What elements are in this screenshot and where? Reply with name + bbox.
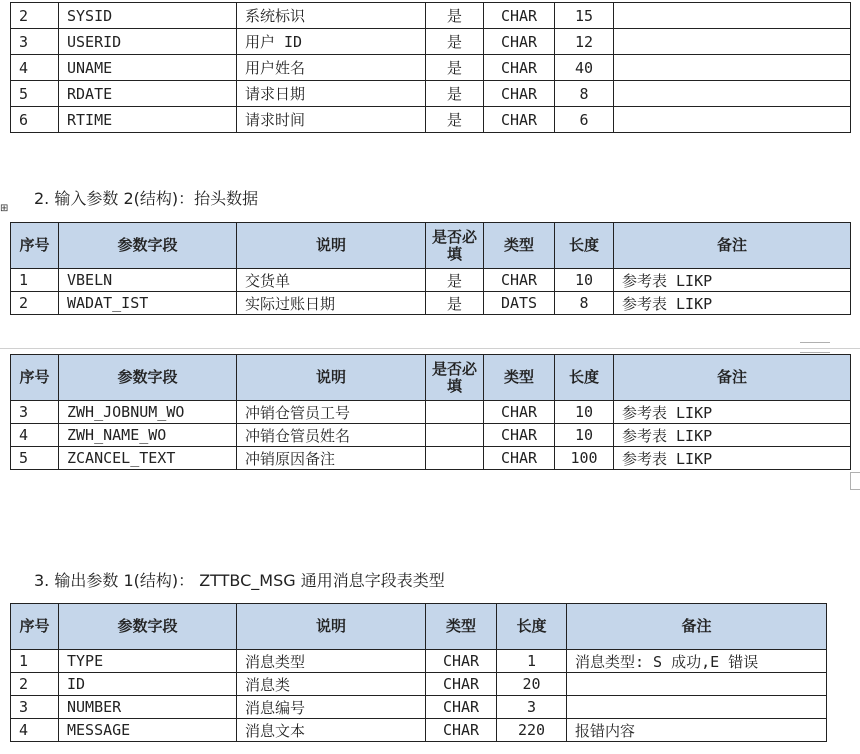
table-move-handle-icon[interactable]: ⊞: [0, 203, 9, 214]
header-desc: 说明: [237, 223, 426, 269]
table-row: [11, 424, 851, 447]
header-required: 是否必填: [426, 223, 484, 269]
cell-remark: [614, 29, 851, 55]
cell-length: 1: [497, 650, 567, 673]
cell-seq: 3: [11, 401, 59, 424]
table-row: [11, 29, 851, 55]
cell-field: VBELN: [59, 269, 237, 292]
header-length: 长度: [555, 223, 614, 269]
cell-field: MESSAGE: [59, 719, 237, 742]
header-required: 是否必填: [426, 355, 484, 401]
table-row: [11, 269, 851, 292]
cell-remark: 参考表 LIKP: [614, 401, 851, 424]
cell-length: 12: [555, 29, 614, 55]
table-row: [11, 107, 851, 133]
cell-length: 40: [555, 55, 614, 81]
table-header-row: [11, 355, 851, 401]
section-heading-output1: 3. 输出参数 1(结构)： ZTTBC_MSG 通用消息字段表类型: [34, 571, 445, 590]
table-row: [11, 401, 851, 424]
table-row: [11, 81, 851, 107]
section-heading-input2: 2. 输入参数 2(结构)：抬头数据: [34, 189, 259, 208]
cell-seq: 5: [11, 81, 59, 107]
cell-remark: 消息类型: S 成功,E 错误: [567, 650, 827, 673]
cell-desc: 冲销仓管员姓名: [237, 424, 426, 447]
cell-field: USERID: [59, 29, 237, 55]
header-field: 参数字段: [59, 223, 237, 269]
page-corner-mark: [850, 472, 860, 490]
cell-type: CHAR: [484, 107, 555, 133]
cell-remark: 参考表 LIKP: [614, 269, 851, 292]
header-seq: 序号: [11, 604, 59, 650]
cell-required: [426, 424, 484, 447]
cell-seq: 5: [11, 447, 59, 470]
cell-length: 10: [555, 424, 614, 447]
cell-length: 10: [555, 401, 614, 424]
cell-desc: 实际过账日期: [237, 292, 426, 315]
cell-remark: 参考表 LIKP: [614, 424, 851, 447]
cell-type: CHAR: [484, 55, 555, 81]
cell-field: RTIME: [59, 107, 237, 133]
cell-length: 3: [497, 696, 567, 719]
header-length: 长度: [555, 355, 614, 401]
cell-desc: 用户姓名: [237, 55, 426, 81]
cell-seq: 2: [11, 3, 59, 29]
cell-field: TYPE: [59, 650, 237, 673]
cell-length: 8: [555, 292, 614, 315]
cell-type: CHAR: [484, 401, 555, 424]
cell-required: [426, 447, 484, 470]
cell-type: CHAR: [426, 719, 497, 742]
header-remark: 备注: [567, 604, 827, 650]
cell-required: 是: [426, 107, 484, 133]
cell-remark: [567, 673, 827, 696]
header-length: 长度: [497, 604, 567, 650]
header-seq: 序号: [11, 223, 59, 269]
cell-seq: 6: [11, 107, 59, 133]
cell-required: 是: [426, 29, 484, 55]
header-field: 参数字段: [59, 604, 237, 650]
cell-type: DATS: [484, 292, 555, 315]
cell-seq: 4: [11, 55, 59, 81]
header-field: 参数字段: [59, 355, 237, 401]
cell-required: [426, 401, 484, 424]
cell-type: CHAR: [484, 424, 555, 447]
cell-type: CHAR: [426, 673, 497, 696]
cell-seq: 1: [11, 269, 59, 292]
cell-required: 是: [426, 3, 484, 29]
cell-seq: 1: [11, 650, 59, 673]
table-row: [11, 650, 827, 673]
table-header-row: [11, 223, 851, 269]
cell-length: 6: [555, 107, 614, 133]
cell-field: WADAT_IST: [59, 292, 237, 315]
header-seq: 序号: [11, 355, 59, 401]
cell-length: 100: [555, 447, 614, 470]
cell-type: CHAR: [426, 696, 497, 719]
table-row: [11, 3, 851, 29]
cell-length: 20: [497, 673, 567, 696]
cell-remark: 参考表 LIKP: [614, 447, 851, 470]
cell-field: NUMBER: [59, 696, 237, 719]
cell-seq: 2: [11, 292, 59, 315]
cell-length: 10: [555, 269, 614, 292]
param-table-output1: [10, 603, 827, 742]
cell-desc: 交货单: [237, 269, 426, 292]
cell-field: ID: [59, 673, 237, 696]
cell-remark: [614, 107, 851, 133]
header-desc: 说明: [237, 355, 426, 401]
param-table-input1: [10, 2, 851, 133]
table-row: [11, 719, 827, 742]
cell-type: CHAR: [484, 269, 555, 292]
header-remark: 备注: [614, 355, 851, 401]
cell-seq: 3: [11, 29, 59, 55]
table-row: [11, 696, 827, 719]
param-table-input2-b: [10, 354, 851, 470]
cell-desc: 请求日期: [237, 81, 426, 107]
header-remark: 备注: [614, 223, 851, 269]
cell-desc: 消息类型: [237, 650, 426, 673]
cell-required: 是: [426, 81, 484, 107]
table-row: [11, 447, 851, 470]
cell-length: 15: [555, 3, 614, 29]
cell-field: ZCANCEL_TEXT: [59, 447, 237, 470]
cell-type: CHAR: [484, 3, 555, 29]
cell-field: ZWH_JOBNUM_WO: [59, 401, 237, 424]
cell-desc: 消息编号: [237, 696, 426, 719]
cell-seq: 4: [11, 719, 59, 742]
cell-seq: 2: [11, 673, 59, 696]
cell-type: CHAR: [484, 81, 555, 107]
cell-desc: 消息文本: [237, 719, 426, 742]
cell-field: RDATE: [59, 81, 237, 107]
header-type: 类型: [484, 223, 555, 269]
header-desc: 说明: [237, 604, 426, 650]
cell-remark: 报错内容: [567, 719, 827, 742]
table-row: [11, 55, 851, 81]
cell-field: ZWH_NAME_WO: [59, 424, 237, 447]
cell-length: 220: [497, 719, 567, 742]
cell-type: CHAR: [426, 650, 497, 673]
cell-required: 是: [426, 269, 484, 292]
cell-seq: 3: [11, 696, 59, 719]
cell-desc: 请求时间: [237, 107, 426, 133]
cell-field: UNAME: [59, 55, 237, 81]
cell-desc: 系统标识: [237, 3, 426, 29]
cell-remark: [614, 81, 851, 107]
cell-remark: [614, 3, 851, 29]
cell-desc: 冲销仓管员工号: [237, 401, 426, 424]
cell-desc: 用户 ID: [237, 29, 426, 55]
page-break-line: [0, 348, 860, 349]
cell-remark: [614, 55, 851, 81]
cell-required: 是: [426, 55, 484, 81]
cell-type: CHAR: [484, 447, 555, 470]
table-header-row: [11, 604, 827, 650]
header-type: 类型: [484, 355, 555, 401]
table-row: [11, 673, 827, 696]
cell-field: SYSID: [59, 3, 237, 29]
cell-length: 8: [555, 81, 614, 107]
cell-seq: 4: [11, 424, 59, 447]
header-type: 类型: [426, 604, 497, 650]
cell-remark: 参考表 LIKP: [614, 292, 851, 315]
cell-type: CHAR: [484, 29, 555, 55]
cell-desc: 冲销原因备注: [237, 447, 426, 470]
cell-desc: 消息类: [237, 673, 426, 696]
table-row: [11, 292, 851, 315]
cell-required: 是: [426, 292, 484, 315]
cell-remark: [567, 696, 827, 719]
param-table-input2-a: [10, 222, 851, 315]
